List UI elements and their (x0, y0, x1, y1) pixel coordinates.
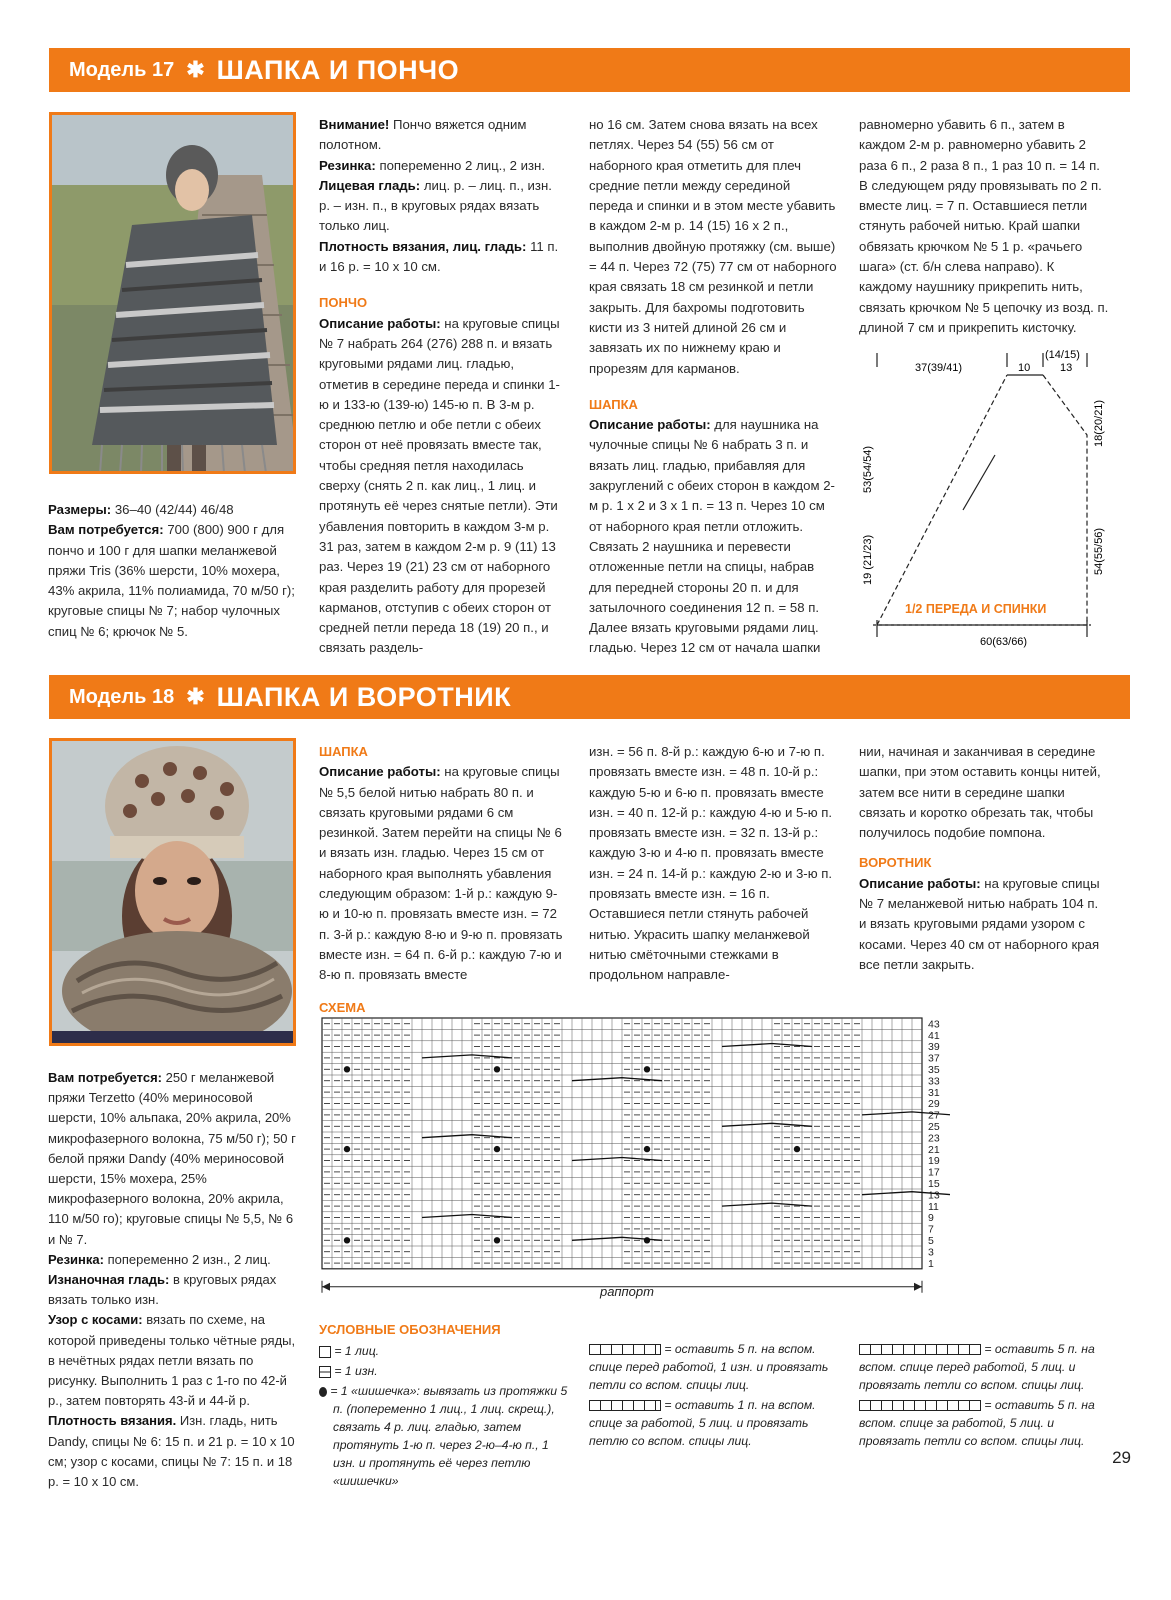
cable-pattern-label: Узор с косами: (48, 1312, 143, 1328)
poncho-heading: ПОНЧО (319, 295, 368, 311)
dim-top-right-b: 13 (1060, 362, 1073, 374)
page-number: 29 (1112, 1448, 1131, 1467)
model18-column-3 (859, 742, 1109, 975)
dim-top-left: 37(39/41) (915, 362, 963, 374)
row-number: 11 (928, 1200, 939, 1213)
poncho-desc-label: Описание работы: (319, 315, 441, 331)
stockinette-text: лиц. р. – лиц. п., изн. р. – изн. п., в круговых рядах вязать только лиц. (319, 177, 552, 234)
legend-bobble: = 1 «шишечка»: вывязать из протяжки 5 п. (попеременно 1 лиц., 1 лиц. скрещ.), связать 4 р. лиц. гладью, затем протянуть 1-ю п. через 2-ю–4-ю п., 1 изн. и протянуть её через петлю «шишечки» (330, 1384, 568, 1488)
row-number: 33 (928, 1075, 940, 1088)
row-number: 7 (928, 1223, 934, 1236)
hat18-text-a: на круговые спицы № 5,5 белой нитью набрать 80 п. и связать круговыми рядами 6 см резинкой. Затем перейти на спицы № 6 и вязать изн. гладью. Через 15 см от наборного края выполнять убавления следующим образом: 1-й р.: каждую 9-ю и 10-ю п. провязать вместе изн. = 72 п. 3-й р.: каждую 8-ю и 9-ю п. провязать вместе изн. = 64 п. 6-й р.: каждую 7-ю и 8-ю п. провязать вместе (319, 764, 563, 983)
scheme-label: СХЕМА (319, 1000, 366, 1015)
hat17-text-a: для наушника на чулочные спицы № 6 набрать 3 п. и вязать лиц. гладью, прибавляя для закруглений с обеих сторон в каждом 2-м р. 1 х 2 и 3 х 1 п. = 13 п. Через 10 см от наборного края петли отложить. Связать 2 наушника и перевести отложенные петли на спицы, набрав для передней стороны 20 п. и для затылочного соединения 12 п. = 58 п. Далее вязать круговыми рядами лиц. гладью. Через 12 см от начала шапки (589, 417, 835, 656)
gauge18-label: Плотность вязания. (48, 1413, 177, 1429)
dim-top-mid: 10 (1018, 362, 1031, 374)
row-number: 31 (928, 1086, 940, 1099)
asterisk-icon: ✱ (186, 57, 205, 82)
model18-materials (48, 1068, 298, 1492)
repeat-label: раппорт (600, 1284, 654, 1299)
reverse-stockinette-label: Изнаночная гладь: (48, 1272, 170, 1288)
model18-label: Модель 18 (69, 685, 175, 708)
legend-knit: = 1 лиц. (334, 1344, 380, 1358)
bobble-mark (344, 1146, 350, 1152)
sizes-text: 36–40 (42/44) 46/48 (114, 502, 234, 517)
dim-left-lower: 19 (21/23) (862, 534, 874, 585)
row-number: 37 (928, 1052, 940, 1065)
row-number: 17 (928, 1166, 940, 1179)
schematic-caption: 1/2 ПЕРЕДА И СПИНКИ (905, 602, 1047, 616)
row-number: 19 (928, 1155, 940, 1168)
sizes-label: Размеры: (48, 502, 112, 517)
bobble-mark (644, 1146, 650, 1152)
hat-collar-photo-image (52, 741, 296, 1046)
row-number: 25 (928, 1121, 940, 1133)
cable-chart (318, 1016, 950, 1308)
gauge18-text: Изн. гладь, нить Dandy, спицы № 6: 15 п. и 21 р. = 10 х 10 см; узор с косами, спицы № 7: 15 п. и 18 р. = 10 х 10 см. (48, 1413, 295, 1490)
legend-cable-2: = оставить 1 п. на вспом. спице за работой, 5 лиц. и провязать петлю со вспом. спицы лиц. (589, 1398, 816, 1448)
legend-col-2 (589, 1340, 839, 1452)
legend-col-1 (319, 1342, 574, 1492)
collar-text: на круговые спицы № 7 меланжевой нитью набрать 104 п. и вязать круговыми рядами узором с косами. Через 40 см от наборного края все петли закрыть. (859, 875, 1100, 972)
model17-materials (48, 500, 298, 642)
cable-left-symbol-icon (589, 1344, 661, 1355)
hat17-heading: ШАПКА (589, 396, 638, 412)
hat18-text-b: изн. = 56 п. 8-й р.: каждую 6-ю и 7-ю п. провязать вместе изн. = 48 п. 10-й р.: каждую 5-ю и 6-ю п. провязать вместе изн. = 40 п. 12-й р.: каждую 4-ю и 5-ю п. провязать вместе изн. = 32 п. 13-й р.: каждую 3-ю и 4-ю п. провязать вместе изн. = 24 п. 14-й р.: каждую 2-ю и 3-ю п. провязать вместе изн. = 16 п. Оставшиеся петли стянуть рабочей нитью. Украсить шапку меланжевой нитью смёточными стежками в продольном направле- (589, 744, 833, 983)
raglan-edge (877, 375, 1007, 625)
hat17-text-b: равномерно убавить 6 п., затем в каждом 2-м р. равномерно убавить 2 раза 6 п., 2 раза 8 п., 1 раз 10 п. = 14 п. В следующем ряду провязывать по 2 п. вместе лиц. = 7 п. Оставшиеся петли стянуть рабочей нитью. Край шапки обвязать крючком № 5 1 р. «рачьего шага» (ст. б/н слева направо). К каждому наушнику прикрепить нить, связать крючком № 5 цепочку из возд. п. длиной 7 см и прикрепить кисточку. (859, 117, 1109, 335)
dim-left-upper: 53(54/54) (862, 445, 874, 493)
knit-symbol-icon (319, 1346, 331, 1358)
attention-text: Пончо вяжется одним полотном. (319, 117, 527, 153)
model18-column-2 (589, 742, 837, 986)
model17-label: Модель 17 (69, 58, 175, 81)
bobble-mark (494, 1146, 500, 1152)
rib-label: Резинка: (319, 157, 376, 173)
rib18-label: Резинка: (48, 1251, 104, 1267)
hat18-heading: ШАПКА (319, 744, 368, 759)
need18-text: 250 г меланжевой пряжи Terzetto (40% мериносовой шерсти, 10% альпака, 20% акрила, 20% микрофазерного волокна, 75 м/50 г); 50 г белой пряжи Dandy (40% мериносовой шерсти, 15% мохера, 25% микрофазерного волокна, 20% акрила, 110 м/50 го); круговые спицы № 5,5, № 6 и № 7. (48, 1070, 296, 1247)
shoulder-edge (1043, 375, 1087, 625)
attention-label: Внимание! (319, 117, 390, 132)
model17-banner (49, 48, 1130, 92)
bobble-symbol-icon (319, 1387, 327, 1397)
row-number: 23 (928, 1132, 940, 1145)
purl-symbol-icon (319, 1366, 331, 1378)
bobble-mark (644, 1066, 650, 1072)
hat18-desc-label: Описание работы: (319, 764, 441, 780)
model18-banner (49, 675, 1130, 719)
row-number: 35 (928, 1064, 940, 1076)
bobble-mark (344, 1237, 350, 1243)
reverse-stockinette-text: в круговых рядах вязать только изн. (48, 1272, 277, 1308)
need-text: 700 (800) 900 г для пончо и 100 г для шапки меланжевой пряжи Tris (36% шерсти, 10% мохера, 43% акрила, 11% полиамида, 70 м/50 г); круговые спицы № 7; набор чулочных спиц № 6; крючок № 5. (48, 522, 295, 639)
bobble-mark (644, 1237, 650, 1243)
gauge-label: Плотность вязания, лиц. гладь: (319, 238, 527, 254)
cable-right-symbol-icon (589, 1400, 661, 1411)
row-number: 5 (928, 1235, 934, 1247)
pocket-slit (963, 455, 995, 510)
bobble-mark (794, 1146, 800, 1152)
row-number: 43 (928, 1018, 940, 1031)
legend-cable-1: = оставить 5 п. на вспом. спице перед работой, 1 изн. и провязать петли со вспом. спицы лиц. (589, 1342, 829, 1392)
row-number: 41 (928, 1029, 940, 1042)
legend-heading: УСЛОВНЫЕ ОБОЗНАЧЕНИЯ (319, 1322, 501, 1337)
dim-right-lower: 54(55/56) (1093, 527, 1105, 575)
poncho-text-b: но 16 см. Затем снова вязать на всех петлях. Через 54 (55) 56 см от наборного края отметить для плеч средние петли между серединой переда и спинки и в этом месте убавить в каждом 2-м р. 14 (15) 16 х 2 п., выполнив двойную протяжку (см. выше) = 44 п. Через 72 (75) 77 см от наборного края связать 18 см резинкой и петли закрыть. Для бахромы подготовить кисти из 3 нитей длиной 26 см и завязать их по нижнему краю и прорезям для карманов. (589, 117, 837, 376)
row-number: 1 (928, 1257, 934, 1270)
model17-column-2 (589, 115, 837, 659)
gauge-text: 11 п. и 16 р. = 10 х 10 см. (319, 238, 559, 275)
bobble-mark (494, 1237, 500, 1243)
asterisk-icon: ✱ (186, 684, 205, 709)
row-number: 21 (928, 1143, 940, 1156)
model18-title: ШАПКА И ВОРОТНИК (216, 681, 512, 712)
legend-col-3 (859, 1340, 1109, 1452)
bobble-mark (494, 1066, 500, 1072)
legend-purl: = 1 изн. (334, 1364, 378, 1378)
legend-cable-3: = оставить 5 п. на вспом. спице перед работой, 5 лиц. и провязать петли со вспом. спицы лиц. (859, 1342, 1095, 1392)
poncho-photo-image (52, 115, 296, 474)
row-number: 9 (928, 1212, 934, 1225)
dim-bottom: 60(63/66) (980, 636, 1028, 648)
repeat-arrow-left-icon (322, 1283, 330, 1291)
cable-pattern-text: вязать по схеме, на которой приведены только чётные ряды, в нечётных рядах петли вязать по рисунку. Выполнить 1 раз с 1-го по 42-й р., затем повторять 43-й и 44-й р. (48, 1312, 296, 1409)
row-number: 27 (928, 1109, 940, 1122)
model18-column-1 (319, 742, 567, 986)
cable-5x5-front-symbol-icon (859, 1344, 981, 1355)
hat-collar-photo (49, 738, 296, 1046)
poncho-text-a: на круговые спицы № 7 набрать 264 (276) 288 п. и вязать круговыми рядами лиц. гладью, отметив в середине переда и спинки 1-ю и 133-ю (139-ю) 145-ю п. В 3-м р. среднюю петлю и обе петли с обеих сторон от неё провязать вместе так, чтобы средняя петля находилась сверху (снять 2 п. как лиц., 1 лиц. и протянуть её через снятые петли). Эти убавления повторить в каждом 3-м р. 31 раз, затем в каждом 2-м р. 9 (11) 13 раз. Через 19 (21) 23 см от наборного края разделить работу для прорезей карманов, отступив с обеих сторон от средней петли переда 18 (19) 20 п., и связать раздель- (319, 315, 560, 656)
model17-column-1 (319, 115, 566, 659)
row-number: 3 (928, 1246, 934, 1259)
poncho-schematic (855, 345, 1115, 655)
collar-heading: ВОРОТНИК (859, 855, 932, 871)
need18-label: Вам потребуется: (48, 1070, 162, 1085)
row-number: 13 (928, 1189, 940, 1202)
cable-5x5-back-symbol-icon (859, 1400, 981, 1411)
row-number: 15 (928, 1178, 940, 1190)
row-number: 29 (928, 1098, 940, 1111)
dim-top-right-a: (14/15) (1045, 349, 1080, 361)
stockinette-label: Лицевая гладь: (319, 177, 421, 193)
dim-right-upper: 18(20/21) (1093, 399, 1105, 447)
legend-cable-4: = оставить 5 п. на вспом. спице за работой, 5 лиц. и провязать петли со вспом. спицы лиц. (859, 1398, 1095, 1448)
bobble-mark (344, 1066, 350, 1072)
model17-title: ШАПКА И ПОНЧО (216, 54, 460, 85)
model17-column-3 (859, 115, 1109, 338)
hat17-desc-label: Описание работы: (589, 417, 711, 433)
repeat-arrow-right-icon (914, 1283, 922, 1291)
rib18-text: попеременно 2 изн., 2 лиц. (107, 1251, 271, 1267)
row-number: 39 (928, 1041, 940, 1054)
poncho-photo (49, 112, 296, 474)
hat18-text-c: нии, начиная и заканчивая в середине шапки, при этом оставить концы нитей, затем все нити в середине шапки связать и коротко обрезать так, чтобы получилось подобие помпона. (859, 744, 1101, 841)
rib-text: попеременно 2 лиц., 2 изн. (379, 157, 545, 173)
collar-desc-label: Описание работы: (859, 875, 981, 891)
need-label: Вам потребуется: (48, 522, 164, 538)
